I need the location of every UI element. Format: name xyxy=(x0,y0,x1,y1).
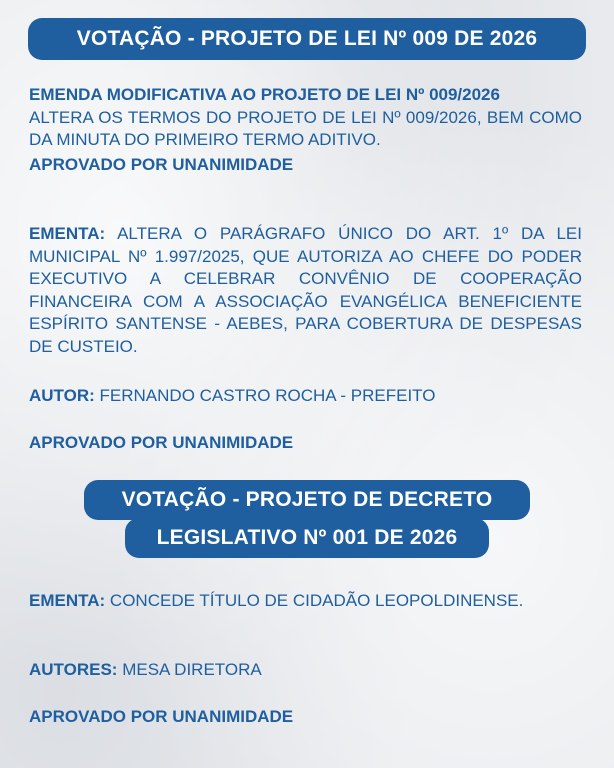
ementa-block xyxy=(29,223,582,358)
section2-header-banner-line1: VOTAÇÃO - PROJETO DE DECRETO xyxy=(84,480,530,520)
author-line xyxy=(29,385,582,408)
authors-line xyxy=(29,659,582,682)
section2-header-banner-line2: LEGISLATIVO Nº 001 DE 2026 xyxy=(125,518,489,558)
authors-text: MESA DIRETORA xyxy=(122,660,262,679)
ementa-text: ALTERA O PARÁGRAFO ÚNICO DO ART. 1º DA LEI MUNICIPAL Nº 1.997/2025, QUE AUTORIZA AO CHEFE DO PODER EXECUTIVO A CELEBRAR CONVÊNIO DE COOPERAÇÃO FINANCEIRA COM A ASSOCIAÇÃO EVANGÉLICA BENEFICIENTE ESPÍRITO SANTENSE - AEBES, PARA COBERTURA DE DESPESAS DE CUSTEIO. xyxy=(29,224,582,356)
ementa-label: EMENTA: xyxy=(29,224,106,243)
amendment-title: EMENDA MODIFICATIVA AO PROJETO DE LEI Nº 009/2026 xyxy=(29,85,500,104)
author-text: FERNANDO CASTRO ROCHA - PREFEITO xyxy=(99,386,436,405)
amendment-block xyxy=(29,84,582,176)
amendment-text: ALTERA OS TERMOS DO PROJETO DE LEI Nº 009/2026, BEM COMO DA MINUTA DO PRIMEIRO TERMO ADITIVO. xyxy=(29,107,582,149)
author-label: AUTOR: xyxy=(29,386,95,405)
section2-ementa-block xyxy=(29,590,582,613)
section1-result: APROVADO POR UNANIMIDADE xyxy=(29,433,294,452)
authors-label: AUTORES: xyxy=(29,660,118,679)
section2-ementa-text: CONCEDE TÍTULO DE CIDADÃO LEOPOLDINENSE. xyxy=(109,591,524,610)
amendment-result: APROVADO POR UNANIMIDADE xyxy=(29,154,294,174)
section1-header-banner: VOTAÇÃO - PROJETO DE LEI Nº 009 DE 2026 xyxy=(28,18,586,60)
section2-result: APROVADO POR UNANIMIDADE xyxy=(29,707,294,726)
section2-ementa-label: EMENTA: xyxy=(29,591,106,610)
